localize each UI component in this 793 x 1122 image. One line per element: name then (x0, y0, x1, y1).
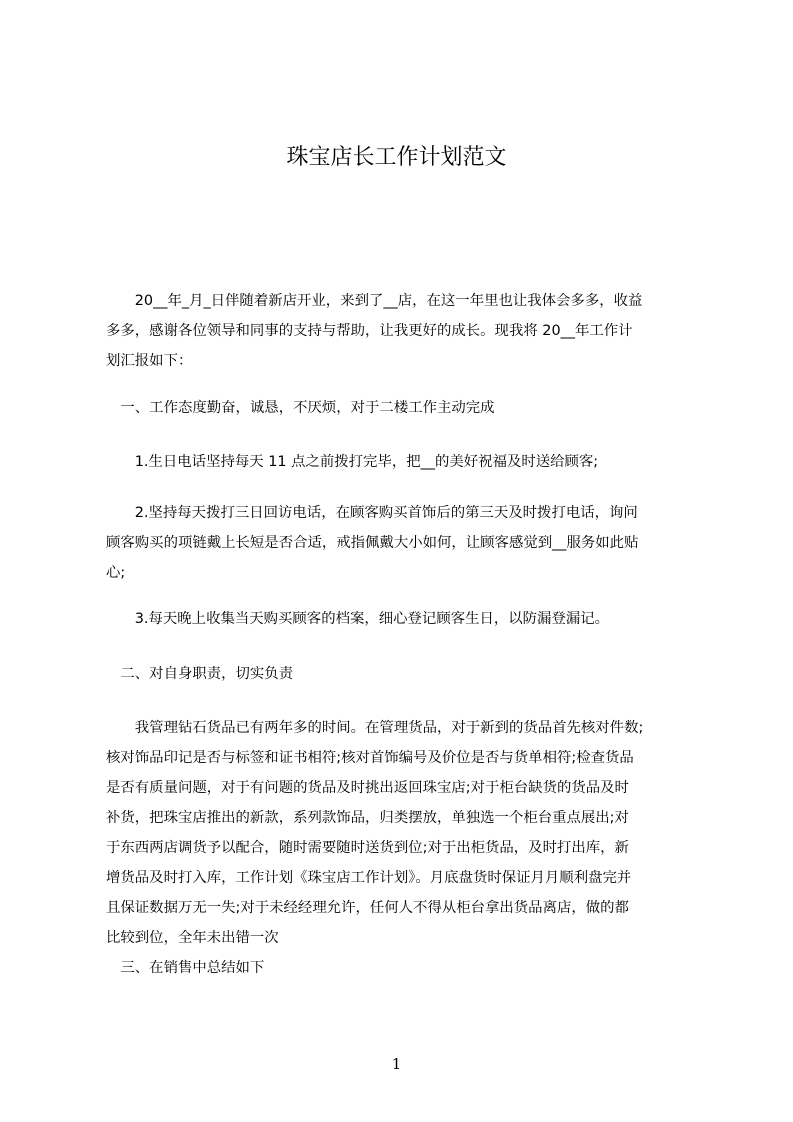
text-line: 20__年_月_日伴随着新店开业，来到了__店，在这一年里也让我体会多多，收益 (106, 293, 643, 309)
text-line: 核对饰品印记是否与标签和证书相符;核对首饰编号及价位是否与货单相符;检查货品 (106, 750, 634, 766)
list-item-2 (106, 498, 698, 588)
paragraph-intro (106, 286, 698, 376)
text-line: 是否有质量问题，对于有问题的货品及时挑出返回珠宝店;对于柜台缺货的货品及时 (106, 780, 629, 796)
text-line: 补货，把珠宝店推出的新款，系列款饰品，归类摆放，单独选一个柜台重点展出;对 (106, 810, 629, 826)
text-line: 且保证数据万无一失;对于未经经理允许，任何人不得从柜台拿出货品离店，做的都 (106, 900, 629, 916)
text-line: 三、在销售中总结如下 (106, 960, 265, 976)
list-item-3 (106, 604, 698, 634)
section-heading-2 (106, 659, 698, 689)
section-heading-1 (106, 393, 698, 423)
text-line: 于东西两店调货予以配合，随时需要随时送货到位;对于出柜货品，及时打出库，新 (106, 840, 629, 856)
text-line: 心; (106, 565, 126, 581)
list-item-1 (106, 447, 698, 477)
text-line: 二、对自身职责，切实负责 (106, 666, 294, 682)
text-line: 划汇报如下： (106, 353, 193, 369)
text-line: 增货品及时打入库，工作计划《珠宝店工作计划》。月底盘货时保证月月顺利盘完并 (106, 870, 632, 886)
text-line: 一、工作态度勤奋，诚恳，不厌烦，对于二楼工作主动完成 (106, 400, 495, 416)
page-title: 珠宝店长工作计划范文 (286, 145, 507, 170)
text-line: 3.每天晚上收集当天购买顾客的档案，细心登记顾客生日，以防漏登漏记。 (106, 611, 610, 627)
page-number: 1 (391, 1055, 402, 1073)
text-line: 多多，感谢各位领导和同事的支持与帮助，让我更好的成长。现我将 20__年工作计 (106, 323, 633, 339)
section-heading-3 (106, 953, 698, 983)
text-line: 比较到位，全年未出错一次 (106, 930, 279, 946)
text-line: 顾客购买的项链戴上长短是否合适，戒指佩戴大小如何，让顾客感觉到__服务如此贴 (106, 535, 639, 551)
text-line: 2.坚持每天拨打三日回访电话，在顾客购买首饰后的第三天及时拨打电话，询问 (106, 505, 638, 521)
text-line: 1.生日电话坚持每天 11 点之前拨打完毕，把__的美好祝福及时送给顾客; (106, 454, 599, 470)
paragraph-management (106, 713, 698, 953)
text-line: 我管理钻石货品已有两年多的时间。在管理货品，对于新到的货品首先核对件数; (106, 720, 644, 736)
